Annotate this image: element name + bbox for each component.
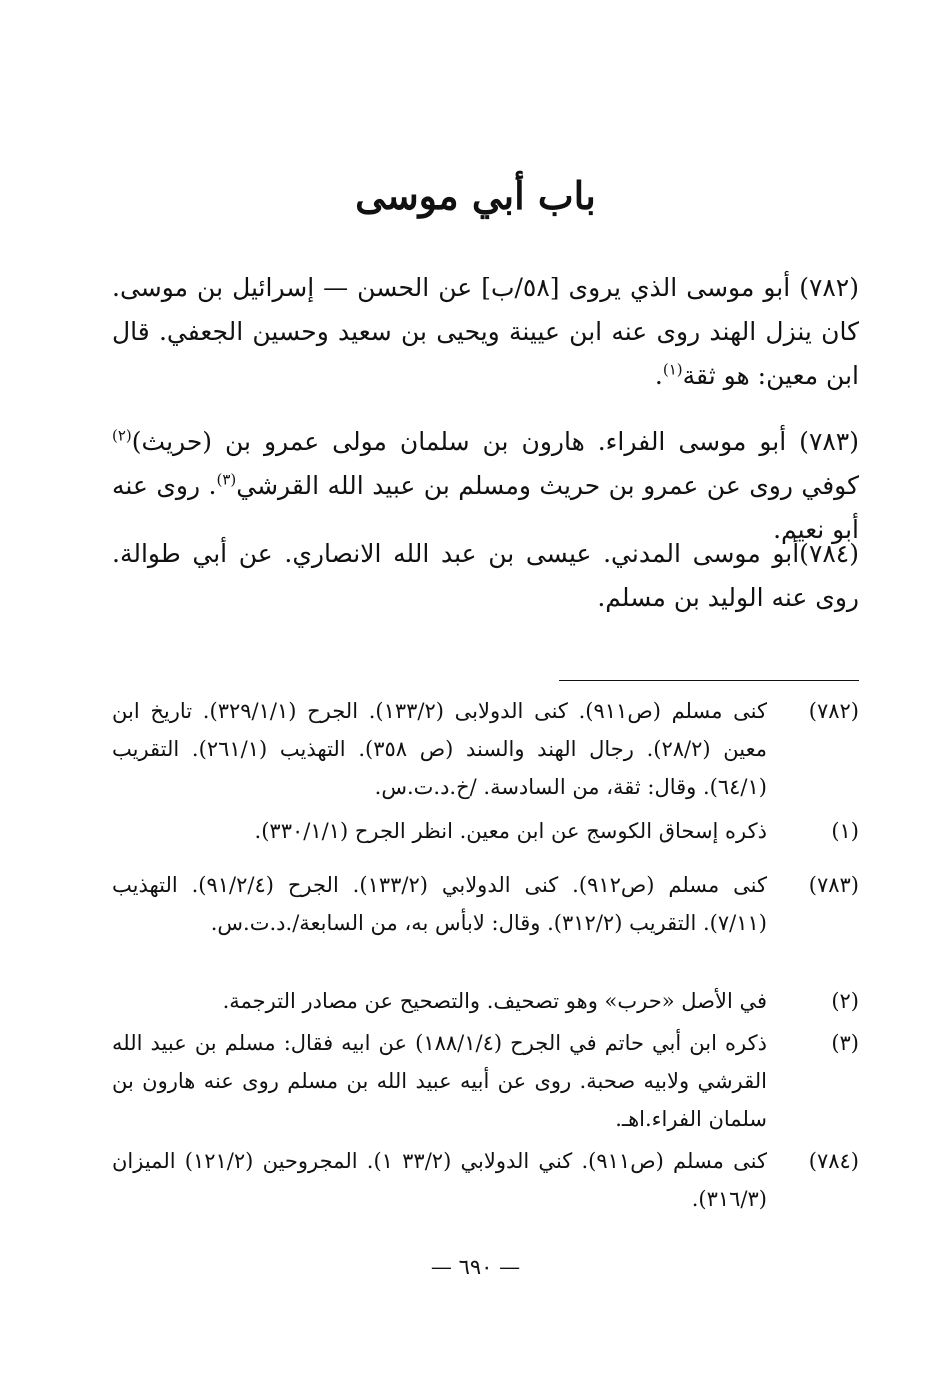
footnote-separator — [559, 680, 859, 681]
footnote-number: (٣) — [831, 1031, 859, 1055]
footnote-784 — [112, 1142, 859, 1218]
footnote-number: (٧٨٣) — [808, 873, 859, 897]
footnote-marker-3: (٣) — [216, 470, 237, 489]
footnote-1 — [112, 812, 859, 850]
footnote-text: في الأصل «حرب» وهو تصحيف. والتصحيح عن مصادر الترجمة. — [222, 989, 767, 1013]
footnote-3 — [112, 1024, 859, 1138]
footnote-text: ذكره ابن أبي حاتم في الجرح (١٨٨/١/٤) عن ابيه فقال: مسلم بن عبيد الله القرشي ولابيه صحبة. روى عن أبيه عبيد الله بن مسلم روى عنه هارون بن سلمان الفراء.اهـ. — [112, 1031, 767, 1131]
footnote-text: كنى مسلم (ص٩١٢). كنى الدولابي (١٣٣/٢). الجرح (٩١/٢/٤). التهذيب (٧/١١). التقريب (٣١٢/٢). وقال: لابأس به، من السابعة/.د.ت.س. — [112, 873, 768, 935]
entry-782-end: . — [654, 361, 663, 390]
chapter-title: باب أبي موسى — [355, 173, 596, 218]
footnote-marker-1: (١) — [662, 360, 683, 379]
entry-782-text: (٧٨٢) أبو موسى الذي يروى [٥٨/ب] عن الحسن — إسرائيل بن موسى. كان ينزل الهند روى عنه ابن عيينة ويحيى بن سعيد وحسين الجعفي. قال ابن معين: هو ثقة — [112, 273, 860, 390]
footnote-782 — [112, 692, 859, 806]
footnote-number: (٧٨٤) — [808, 1149, 859, 1173]
footnote-text: كنى مسلم (ص٩١١). كنى الدولابى (١٣٣/٢). الجرح (٣٢٩/١/١). تاريخ ابن معين (٢٨/٢). رجال الهند والسند (ص ٣٥٨). التهذيب (٢٦١/١). التقريب (٦٤/١). وقال: ثقة، من السادسة. /خ.د.ت.س. — [112, 699, 768, 799]
entry-784-text: (٧٨٤)أبو موسى المدني. عيسى بن عبد الله الانصاري. عن أبي طوالة. روى عنه الوليد بن مسلم. — [112, 539, 859, 612]
footnote-number: (٢) — [831, 989, 859, 1013]
footnote-2 — [112, 982, 859, 1020]
entry-783-part2: كوفي روى عن عمرو بن حريث ومسلم بن عبيد الله القرشي — [236, 471, 859, 500]
footnote-text: كنى مسلم (ص٩١١). كني الدولابي (٣٣/٢ ١). المجروحين (١٢١/٢) الميزان (٣١٦/٣). — [112, 1149, 767, 1211]
footnote-number: (١) — [831, 819, 859, 843]
footnote-783 — [112, 866, 859, 942]
entry-783-part1: (٧٨٣) أبو موسى الفراء. هارون بن سلمان مولى عمرو بن (حريث) — [131, 427, 859, 456]
entry-783-part3: . روى عنه أبو نعيم. — [112, 471, 859, 544]
footnote-marker-2: (٢) — [112, 426, 132, 445]
footnote-number: (٧٨٢) — [808, 699, 859, 723]
footnote-text: ذكره إسحاق الكوسج عن ابن معين. انظر الجرح (٣٣٠/١/١). — [254, 819, 767, 843]
entry-782 — [112, 266, 859, 398]
entry-784 — [112, 532, 859, 620]
page-number: — ٦٩٠ — — [430, 1255, 521, 1279]
